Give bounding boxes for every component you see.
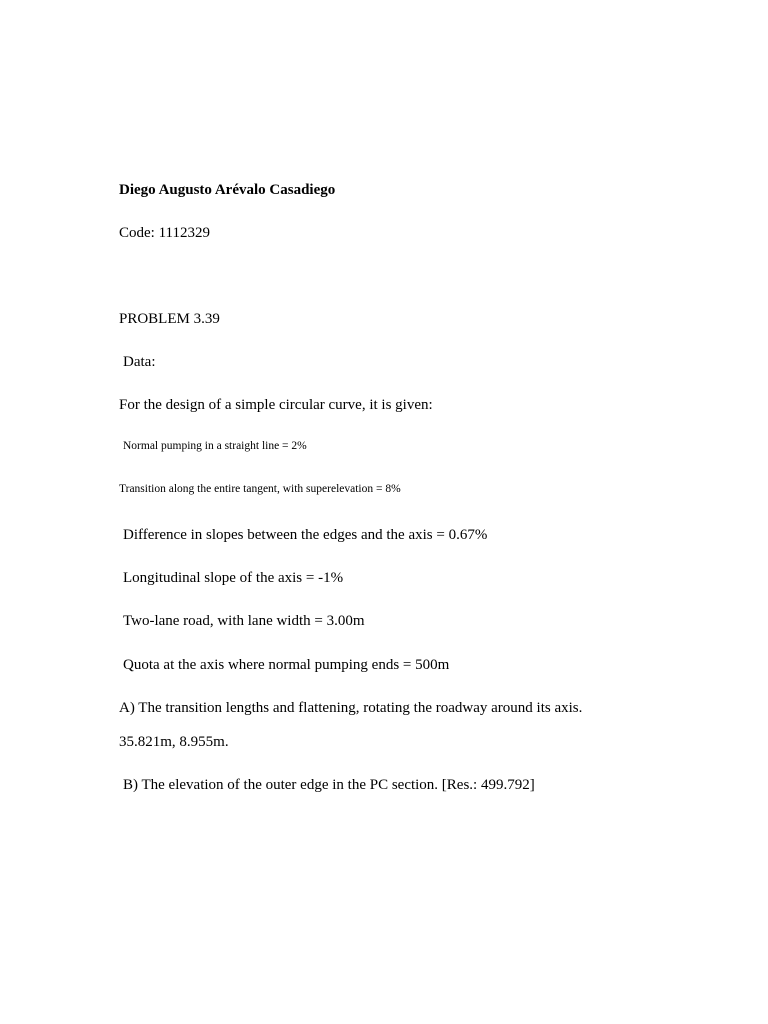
given-item: Normal pumping in a straight line = 2%	[123, 440, 307, 452]
given-item: Longitudinal slope of the axis = -1%	[123, 570, 344, 586]
given-item: Difference in slopes between the edges and the axis = 0.67%	[123, 527, 488, 543]
question-a: A) The transition lengths and flattening, rotating the roadway around its axis.	[119, 700, 583, 716]
data-label: Data:	[123, 354, 156, 370]
given-item: Transition along the entire tangent, with superelevation = 8%	[119, 483, 401, 495]
question-b: B) The elevation of the outer edge in the PC section. [Res.: 499.792]	[123, 777, 535, 793]
problem-intro: For the design of a simple circular curve, it is given:	[119, 397, 433, 413]
author-name: Diego Augusto Arévalo Casadiego	[119, 182, 336, 198]
answer-a: 35.821m, 8.955m.	[119, 734, 229, 750]
student-code: Code: 1112329	[119, 225, 210, 241]
problem-title: PROBLEM 3.39	[119, 311, 220, 327]
given-item: Quota at the axis where normal pumping ends = 500m	[123, 657, 450, 673]
given-item: Two-lane road, with lane width = 3.00m	[123, 613, 365, 629]
